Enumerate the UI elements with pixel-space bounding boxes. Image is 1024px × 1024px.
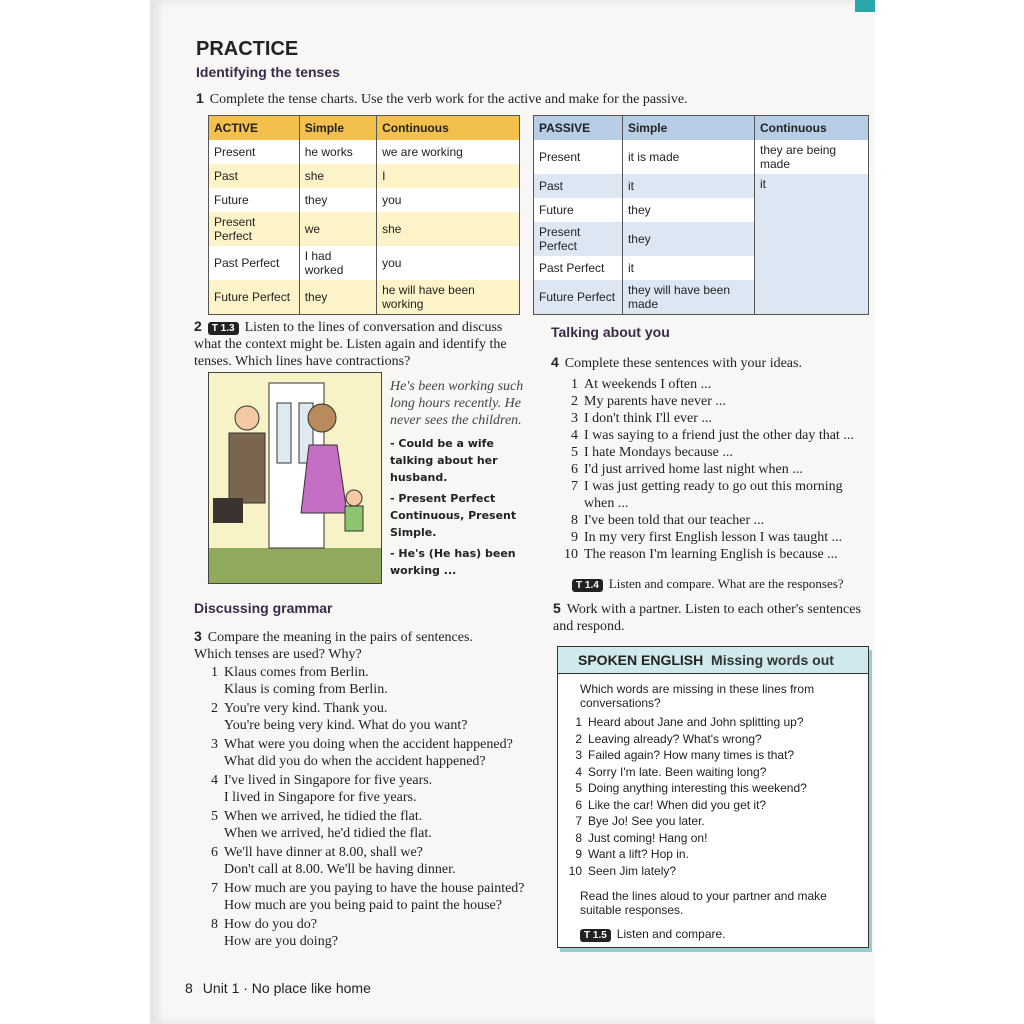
tense-name-cell: Future Perfect — [209, 280, 300, 315]
sentence-prompt — [560, 546, 865, 563]
exercise-4 — [551, 354, 861, 372]
item-text: Just coming! Hang on! — [588, 830, 708, 845]
sentence: How much are you paying to have the house painted? — [224, 881, 525, 896]
sentence-pair-text — [224, 880, 525, 914]
tense-name-cell: Past Perfect — [209, 246, 300, 280]
listen-instruction: Listen and compare. What are the responses? — [608, 576, 844, 591]
tense-form-cell: they — [622, 198, 754, 222]
tense-name-cell: Future — [534, 198, 623, 222]
sentence: Klaus is coming from Berlin. — [224, 682, 388, 697]
page-number: 8 — [185, 980, 193, 996]
audio-track-tag[interactable]: T 1.5 — [580, 929, 611, 942]
tense-name-cell: ACTIVE — [209, 116, 300, 141]
table-row — [209, 280, 520, 315]
example-answer — [390, 378, 530, 579]
sentence-prompt — [560, 478, 865, 512]
listen-instruction: Listen and compare. — [616, 927, 726, 941]
conversation-line — [566, 797, 868, 814]
sentence-prompt — [560, 461, 865, 478]
item-number: 3 — [211, 737, 218, 752]
item-text: Heard about Jane and John splitting up? — [588, 715, 804, 729]
item-text: Want a lift? Hop in. — [588, 847, 689, 861]
item-number: 8 — [575, 830, 582, 845]
conversation-line — [566, 846, 868, 863]
item-number: 10 — [568, 863, 582, 878]
tense-form-cell: he works — [299, 140, 376, 164]
sentence: What were you doing when the accident happened? — [224, 737, 513, 752]
item-text: I was saying to a friend just the other day that ... — [584, 428, 854, 443]
table-row — [534, 174, 869, 198]
item-text: Bye Jo! See you later. — [588, 814, 705, 828]
tense-form-cell: it — [622, 256, 754, 280]
item-text: Doing anything interesting this weekend? — [588, 781, 807, 795]
conversation-line — [566, 714, 868, 731]
sentence-pair-text — [224, 808, 432, 842]
exercise-3-list — [200, 664, 540, 952]
item-text: My parents have never ... — [584, 394, 726, 409]
item-number: 6 — [575, 797, 582, 812]
exercise-number: 1 — [196, 90, 204, 106]
tense-name-cell: Past Perfect — [534, 256, 623, 280]
sentence: Don't call at 8.00. We'll be having dinner. — [224, 862, 456, 877]
spoken-english-list — [558, 714, 868, 879]
family-doorway-illustration — [209, 373, 381, 583]
item-number: 3 — [571, 411, 578, 426]
sentence-pair-text — [224, 916, 338, 950]
item-number: 6 — [571, 462, 578, 477]
active-tense-table — [208, 115, 520, 315]
subheading-identifying: Identifying the tenses — [196, 64, 340, 80]
tense-name-cell: Future Perfect — [534, 280, 623, 315]
sentence-prompt — [560, 427, 865, 444]
item-number: 9 — [575, 847, 582, 861]
tense-name-cell: Present Perfect — [534, 222, 623, 256]
item-number: 8 — [211, 917, 218, 932]
item-text: Failed again? How many times is that? — [588, 748, 795, 762]
sentence-prompt — [560, 393, 865, 410]
item-text: In my very first English lesson I was taught ... — [584, 530, 843, 545]
conversation-line — [566, 780, 868, 797]
tense-form-cell: I — [377, 164, 520, 188]
item-text: The reason I'm learning English is because ... — [584, 547, 838, 562]
table-row — [209, 188, 520, 212]
item-text: Sorry I'm late. Been waiting long? — [588, 764, 767, 779]
page-edge-tab — [855, 0, 875, 12]
item-text: Seen Jim lately? — [588, 863, 677, 878]
sentence-pair-text — [224, 700, 467, 734]
conversation-line — [566, 764, 868, 781]
page-footer — [185, 980, 371, 996]
sentence-pair-text — [224, 664, 388, 698]
tense-form-cell: they are being made — [754, 140, 868, 174]
item-text: I'd just arrived home last night when ... — [584, 462, 803, 477]
conversation-line — [566, 813, 868, 830]
sentence: I lived in Singapore for five years. — [224, 790, 417, 805]
sentence-pair — [200, 844, 540, 878]
tense-form-cell: it — [622, 174, 754, 198]
tense-form-cell: they — [299, 280, 376, 315]
section-heading: PRACTICE — [196, 38, 299, 60]
tense-form-cell: she — [377, 212, 520, 246]
table-row — [209, 246, 520, 280]
tense-name-cell: Present Perfect — [209, 212, 300, 246]
sentence: When we arrived, he'd tidied the flat. — [224, 826, 432, 841]
exercise-number: 2 — [194, 318, 202, 334]
item-text: I've been told that our teacher ... — [584, 513, 765, 528]
tense-form-cell: they — [622, 222, 754, 256]
exercise-2 — [194, 318, 529, 370]
tense-form-cell: I had worked — [299, 246, 376, 280]
exercise-number: 5 — [553, 600, 561, 616]
tense-name-cell: Future — [209, 188, 300, 212]
tense-form-cell: they will have been made — [622, 280, 754, 315]
item-number: 7 — [575, 814, 582, 828]
handwritten-note: - He's (He has) been working ... — [390, 547, 516, 577]
subheading-talking: Talking about you — [551, 324, 670, 340]
table-row — [209, 140, 520, 164]
sentence-pair — [200, 736, 540, 770]
item-number: 7 — [211, 881, 218, 896]
example-quote: He's been working such long hours recently. He never sees the children. — [390, 379, 524, 428]
cartoon-illustration — [208, 372, 382, 584]
tense-form-cell: we are working — [377, 140, 520, 164]
item-number: 1 — [211, 665, 218, 680]
sentence-pair — [200, 700, 540, 734]
item-number: 1 — [571, 377, 578, 392]
exercise-3-text: Compare the meaning in the pairs of sentences. Which tenses are used? Why? — [194, 630, 473, 662]
tense-form-cell: you — [377, 246, 520, 280]
sentence-pair — [200, 880, 540, 914]
sentence: We'll have dinner at 8.00, shall we? — [224, 845, 423, 860]
table-row — [209, 164, 520, 188]
item-text: Like the car! When did you get it? — [588, 797, 767, 812]
sentence: How are you doing? — [224, 934, 338, 949]
sentence-pair-text — [224, 772, 432, 806]
sentence-prompt — [560, 529, 865, 546]
item-number: 5 — [571, 445, 578, 460]
table-header-row — [209, 116, 520, 141]
spoken-english-header — [558, 647, 868, 674]
conversation-line — [566, 863, 868, 880]
sentence-prompt — [560, 410, 865, 427]
item-number: 1 — [575, 715, 582, 729]
item-number: 2 — [575, 731, 582, 746]
tense-form-cell: she — [299, 164, 376, 188]
table-row — [209, 212, 520, 246]
exercise-number: 3 — [194, 628, 202, 644]
item-number: 4 — [571, 428, 578, 443]
item-text: At weekends I often ... — [584, 377, 712, 392]
sentence: When we arrived, he tidied the flat. — [224, 809, 423, 824]
conversation-line — [566, 731, 868, 748]
exercise-5 — [553, 600, 863, 635]
exercise-number: 4 — [551, 354, 559, 370]
item-number: 9 — [571, 530, 578, 545]
sentence-pair — [200, 808, 540, 842]
unit-title: Unit 1 · No place like home — [202, 980, 371, 996]
box-subtitle: Missing words out — [711, 652, 834, 668]
sentence-pair — [200, 772, 540, 806]
subheading-discussing: Discussing grammar — [194, 600, 333, 616]
audio-track-tag[interactable]: T 1.3 — [208, 322, 239, 335]
box-intro: Which words are missing in these lines from conversations? — [580, 682, 815, 710]
tense-form-cell: Continuous — [377, 116, 520, 141]
table-header-row — [534, 116, 869, 141]
tense-name-cell: Past — [209, 164, 300, 188]
tense-form-cell: it is made — [622, 140, 754, 174]
item-number: 5 — [575, 781, 582, 795]
item-text: Leaving already? What's wrong? — [588, 731, 762, 746]
exercise-5-text: Work with a partner. Listen to each other's sentences and respond. — [553, 602, 861, 634]
conversation-line — [566, 747, 868, 764]
sentence: Klaus comes from Berlin. — [224, 665, 369, 680]
conversation-line — [566, 830, 868, 847]
item-text: I don't think I'll ever ... — [584, 411, 712, 426]
sentence: You're very kind. Thank you. — [224, 701, 388, 716]
item-text: I was just getting ready to go out this morning when ... — [584, 479, 843, 511]
item-number: 2 — [211, 701, 218, 716]
tense-name-cell: Past — [534, 174, 623, 198]
handwritten-note: - Could be a wife talking about her husband. — [390, 437, 498, 484]
item-number: 8 — [571, 513, 578, 528]
item-number: 6 — [211, 845, 218, 860]
exercise-4-list — [560, 376, 865, 563]
exercise-1 — [196, 90, 716, 108]
tense-form-cell: Continuous — [754, 116, 868, 141]
sentence-pair-text — [224, 844, 456, 878]
exercise-4-text: Complete these sentences with your ideas. — [564, 356, 802, 371]
tense-name-cell: Present — [209, 140, 300, 164]
exercise-3 — [194, 628, 494, 663]
sentence: How much are you being paid to paint the house? — [224, 898, 502, 913]
sentence-prompt — [560, 512, 865, 529]
sentence-prompt — [560, 444, 865, 461]
exercise-1-text: Complete the tense charts. Use the verb work for the active and make for the passive. — [209, 92, 688, 107]
sentence-pair — [200, 916, 540, 950]
item-number: 3 — [575, 748, 582, 762]
sentence: You're being very kind. What do you want? — [224, 718, 468, 733]
tense-form-cell: we — [299, 212, 376, 246]
box-outro: Read the lines aloud to your partner and make suitable responses. — [580, 889, 827, 917]
exercise-4-listen — [572, 575, 872, 592]
item-number: 2 — [571, 394, 578, 409]
tense-name-cell: Present — [534, 140, 623, 174]
item-text: I hate Mondays because ... — [584, 445, 733, 460]
sentence-pair — [200, 664, 540, 698]
sentence-pair-text — [224, 736, 513, 770]
tense-form-cell: Simple — [299, 116, 376, 141]
box-title: SPOKEN ENGLISH — [578, 652, 704, 668]
item-number: 5 — [211, 809, 218, 824]
handwritten-note: - Present Perfect Continuous, Present Simple. — [390, 492, 517, 539]
tense-form-cell: Simple — [622, 116, 754, 141]
tense-name-cell: PASSIVE — [534, 116, 623, 141]
table-row — [534, 140, 869, 174]
spoken-english-box — [557, 646, 869, 948]
passive-tense-table — [533, 115, 869, 315]
tense-form-cell: he will have been working — [377, 280, 520, 315]
item-number: 10 — [564, 547, 578, 562]
sentence: How do you do? — [224, 917, 317, 932]
tense-form-cell: you — [377, 188, 520, 212]
item-number: 7 — [571, 479, 578, 494]
sentence: What did you do when the accident happened? — [224, 754, 486, 769]
exercise-2-text: Listen to the lines of conversation and discuss what the context might be. Listen again and identify the tenses. Which lines have contractions? — [194, 320, 507, 369]
item-number: 4 — [211, 773, 218, 788]
tense-form-cell: it — [754, 174, 868, 315]
item-number: 4 — [575, 764, 582, 779]
tense-form-cell: they — [299, 188, 376, 212]
sentence-prompt — [560, 376, 865, 393]
audio-track-tag[interactable]: T 1.4 — [572, 579, 603, 592]
sentence: I've lived in Singapore for five years. — [224, 773, 433, 788]
